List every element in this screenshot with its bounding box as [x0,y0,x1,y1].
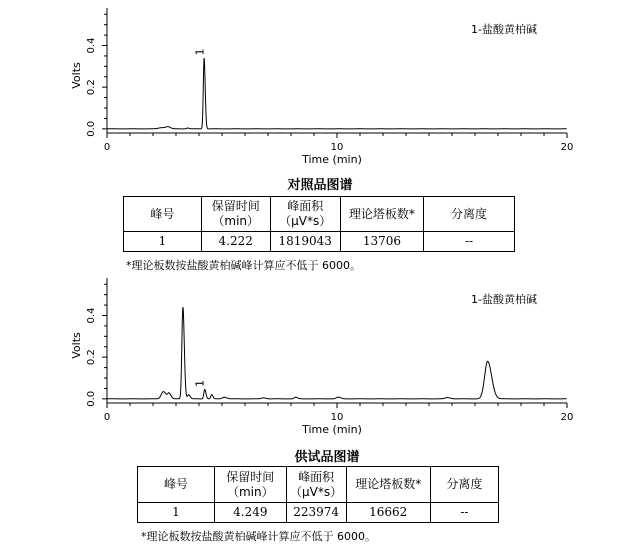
header-peak-no: 峰号 [124,197,202,232]
y-axis-label: Volts [70,332,83,359]
cell-peak-area: 223974 [286,503,346,523]
header-plates: 理论塔板数* [340,197,423,232]
y-tick-label: 0.0 [86,390,97,407]
x-axis-label: Time (min) [302,423,362,436]
table-row [138,503,499,523]
note-reference: *理论板数按盐酸黄柏碱峰计算应不低于 6000。 [126,259,361,272]
cell-retention-time: 4.222 [201,232,270,252]
y-axis-label: Volts [70,62,83,89]
x-tick-label: 0 [103,412,111,423]
cell-resolution: -- [430,503,498,523]
legend-entry: 1-盐酸黄柏碱 [471,23,537,36]
table-header-row [124,197,515,232]
y-tick-label: 0.0 [86,120,97,137]
results-table-sample [137,466,499,523]
cell-retention-time: 4.249 [214,503,286,523]
x-axis-label: Time (min) [302,153,362,166]
note-sample: *理论板数按盐酸黄柏碱峰计算应不低于 6000。 [141,530,376,543]
cell-peak-no: 1 [138,503,215,523]
x-tick-label: 20 [560,412,574,423]
x-tick-label: 0 [103,142,111,153]
chart-title-reference: 对照品图谱 [287,178,353,193]
cell-peak-area: 1819043 [270,232,340,252]
header-plates: 理论塔板数* [346,467,430,503]
table-row [124,232,515,252]
cell-resolution: -- [424,232,515,252]
table-header-row [138,467,499,503]
chromatogram-trace [107,307,567,399]
y-tick-label: 0.4 [86,307,97,324]
header-resolution: 分离度 [430,467,498,503]
chromatogram-sample [0,270,630,450]
header-peak-no: 峰号 [138,467,215,503]
cell-plates: 13706 [340,232,423,252]
y-tick-label: 0.2 [86,79,97,96]
header-resolution: 分离度 [424,197,515,232]
chart-title-sample: 供试品图谱 [294,450,360,465]
cell-peak-no: 1 [124,232,202,252]
header-retention-time: 保留时间 （min） [214,467,286,503]
x-tick-label: 20 [560,142,574,153]
x-tick-label: 10 [330,142,344,153]
peak-label: 1 [193,48,207,56]
y-tick-label: 0.4 [86,37,97,54]
x-tick-label: 10 [330,412,344,423]
header-peak-area: 峰面积 （μV*s） [270,197,340,232]
legend-entry: 1-盐酸黄柏碱 [471,293,537,306]
y-tick-label: 0.2 [86,349,97,366]
cell-plates: 16662 [346,503,430,523]
chromatogram-reference [0,0,630,180]
results-table-reference [123,196,515,252]
chromatogram-trace [107,58,567,129]
header-retention-time: 保留时间 （min） [201,197,270,232]
header-peak-area: 峰面积 （μV*s） [286,467,346,503]
peak-label: 1 [193,379,207,387]
